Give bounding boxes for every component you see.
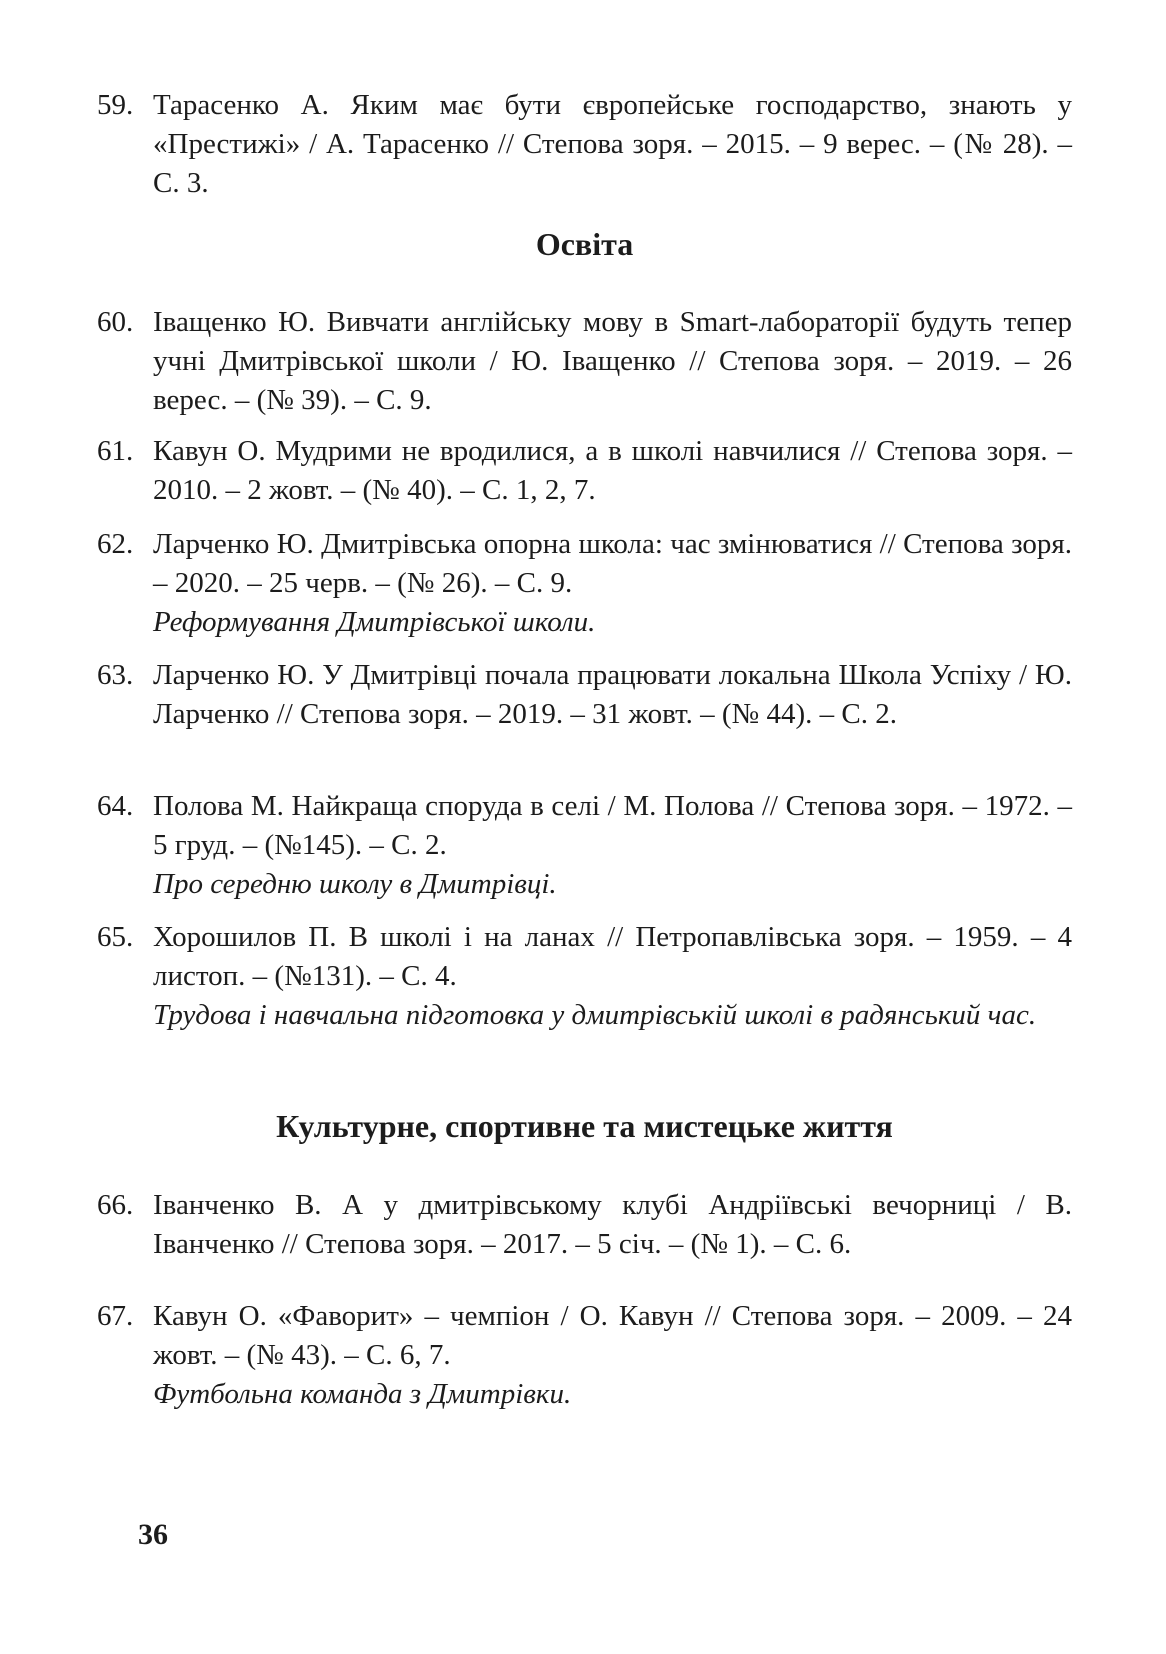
entry-annotation: Реформування Дмитрівської школи.	[153, 606, 596, 638]
entry-text: Ларченко Ю. Дмитрівська опорна школа: час змінюватися // Степова зоря. – 2020. – 25 черв. – (№ 26). – С. 9.	[153, 528, 1072, 599]
bibliography-entry-65	[97, 918, 1072, 1035]
entry-text: Іващенко Ю. Вивчати англійську мову в Smart-лабораторії будуть тепер учні Дмитрівської школи / Ю. Іващенко // Степова зоря. – 2019. – 26 верес. – (№ 39). – С. 9.	[153, 306, 1072, 416]
entry-number: 61.	[97, 435, 134, 467]
page-number: 36	[138, 1518, 168, 1551]
bibliography-entry-59	[97, 86, 1072, 203]
entry-text: Ларченко Ю. У Дмитрівці почала працювати локальна Школа Успіху / Ю. Ларченко // Степова зоря. – 2019. – 31 жовт. – (№ 44). – С. 2.	[153, 659, 1072, 730]
bibliography-entry-60	[97, 303, 1072, 420]
entry-annotation: Про середню школу в Дмитрівці.	[153, 868, 557, 900]
bibliography-entry-66	[97, 1186, 1072, 1264]
bibliography-entry-67	[97, 1297, 1072, 1414]
entry-text: Полова М. Найкраща споруда в селі / М. Полова // Степова зоря. – 1972. – 5 груд. – (№145). – С. 2.	[153, 790, 1072, 861]
section-heading-culture: Культурне, спортивне та мистецьке життя	[276, 1108, 893, 1144]
bibliography-entry-63	[97, 656, 1072, 734]
bibliography-entry-64	[97, 787, 1072, 904]
section-heading-education: Освіта	[535, 226, 634, 262]
entry-number: 62.	[97, 528, 134, 560]
entry-number: 67.	[97, 1300, 134, 1332]
entry-number: 59.	[97, 89, 134, 121]
entry-text: Кавун О. «Фаворит» – чемпіон / О. Кавун // Степова зоря. – 2009. – 24 жовт. – (№ 43). – С. 6, 7.	[153, 1300, 1072, 1371]
entry-number: 66.	[97, 1189, 134, 1221]
bibliography-entry-61	[97, 432, 1072, 510]
entry-annotation: Футбольна команда з Дмитрівки.	[153, 1378, 572, 1410]
entry-number: 60.	[97, 306, 134, 338]
entry-text: Іванченко В. А у дмитрівському клубі Андріївські вечорниці / В. Іванченко // Степова зоря. – 2017. – 5 січ. – (№ 1). – С. 6.	[153, 1189, 1072, 1260]
entry-text: Кавун О. Мудрими не вродилися, а в школі навчилися // Степова зоря. – 2010. – 2 жовт. – (№ 40). – С. 1, 2, 7.	[153, 435, 1072, 506]
bibliography-entry-62	[97, 525, 1072, 642]
entry-number: 64.	[97, 790, 134, 822]
entry-text: Хорошилов П. В школі і на ланах // Петропавлівська зоря. – 1959. – 4 листоп. – (№131). – С. 4.	[153, 921, 1072, 992]
entry-number: 63.	[97, 659, 134, 691]
entry-text: Тарасенко А. Яким має бути європейське господарство, знають у «Престижі» / А. Тарасенко // Степова зоря. – 2015. – 9 верес. – (№ 28). – С. 3.	[153, 89, 1072, 199]
entry-annotation: Трудова і навчальна підготовка у дмитрівській школі в радянський час.	[153, 999, 1037, 1031]
entry-number: 65.	[97, 921, 134, 953]
